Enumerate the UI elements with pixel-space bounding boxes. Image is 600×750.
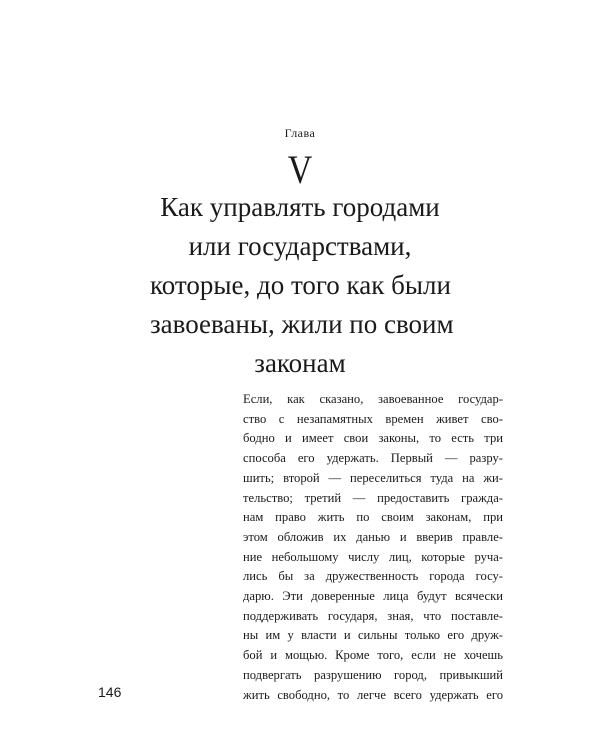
body-line: дарю. Эти доверенные лица будут всячески xyxy=(243,589,503,604)
body-line: этом обложив их данью и вверив правле- xyxy=(243,529,503,544)
body-line: лись бы за дружественность города госу- xyxy=(243,569,503,584)
chapter-title-line: или государствами, xyxy=(188,231,412,261)
body-line: подвергать разрушению город, привыкший xyxy=(243,667,503,682)
chapter-title-line: завоеваны, жили по своим xyxy=(150,309,454,339)
body-line: ство с незапамятных времен живет сво- xyxy=(243,411,503,426)
body-line: бой и мощью. Кроме того, если не хочешь xyxy=(243,648,503,663)
page-number: 146 xyxy=(98,684,122,700)
chapter-label: Глава xyxy=(284,126,316,140)
body-line: бодно и имеет свои законы, то есть три xyxy=(243,431,503,446)
chapter-title xyxy=(150,188,454,383)
chapter-title-line: законам xyxy=(254,348,346,378)
body-line: нам право жить по своим законам, при xyxy=(243,510,503,525)
body-line: способа его удержать. Первый — разру- xyxy=(243,451,503,466)
chapter-title-line: которые, до того как были xyxy=(150,270,451,300)
body-line: тельство; третий — предоставить гражда- xyxy=(243,490,503,505)
body-paragraph xyxy=(243,390,503,705)
body-line: шить; второй — переселиться туда на жи- xyxy=(243,470,503,485)
chapter-title-line: Как управлять городами xyxy=(160,192,440,222)
body-line: поддерживать государя, зная, что поставле- xyxy=(243,608,503,623)
chapter-number: V xyxy=(287,147,313,192)
body-line: жить свободно, то легче всего удержать его xyxy=(243,687,503,702)
body-line: ны им у власти и сильны только его друж- xyxy=(243,628,503,643)
body-line: ние небольшому числу лиц, которые руча- xyxy=(243,549,503,564)
body-line: Если, как сказано, завоеванное государ- xyxy=(243,392,503,406)
